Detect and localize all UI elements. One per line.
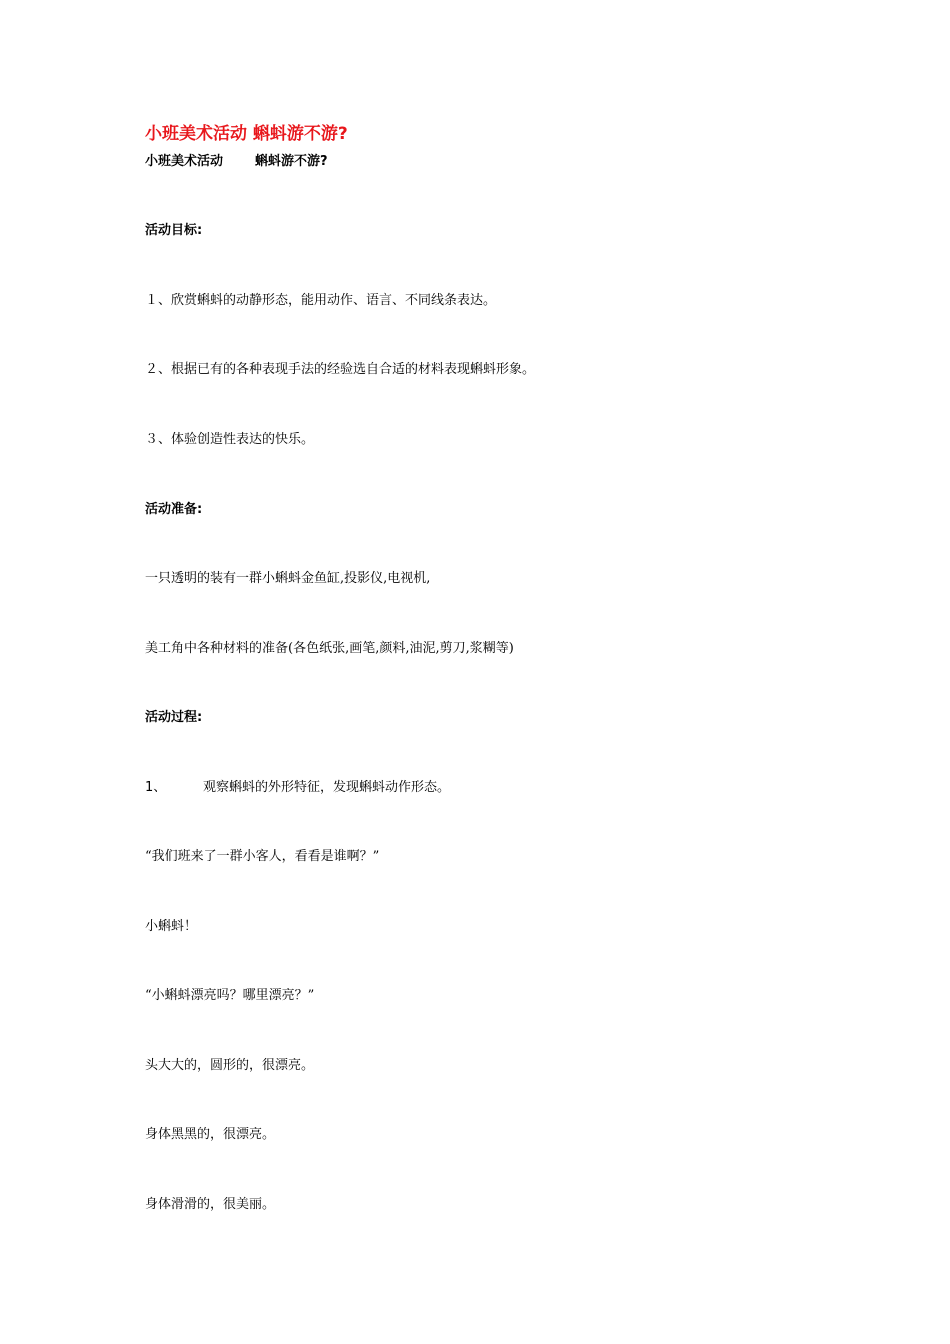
goals-heading: 活动目标: [145,223,203,238]
prep-heading: 活动准备: [145,502,203,517]
goal-item-2: ２、根据已有的各种表现手法的经验选自合适的材料表现蝌蚪形象。 [145,362,536,377]
dialogue-line-4: 头大大的，圆形的，很漂亮。 [145,1058,315,1073]
process-heading: 活动过程: [145,710,203,725]
goal-item-1: １、欣赏蝌蚪的动静形态，能用动作、语言、不同线条表达。 [145,293,497,308]
step-number: 1、 [145,780,167,795]
process-step-1 [145,781,450,794]
dialogue-line-3: “小蝌蚪漂亮吗？哪里漂亮？” [145,988,315,1003]
subtitle-activity: 小班美术活动 [145,154,224,169]
prep-item-1: 一只透明的装有一群小蝌蚪金鱼缸,投影仪,电视机, [145,571,431,586]
prep-item-2: 美工角中各种材料的准备(各色纸张,画笔,颜料,油泥,剪刀,浆糊等) [145,641,514,656]
goal-item-3: ３、体验创造性表达的快乐。 [145,432,315,447]
document-title: 小班美术活动 蝌蚪游不游? [145,124,348,144]
dialogue-line-1: “我们班来了一群小客人，看看是谁啊？” [145,849,380,864]
document-subtitle [145,155,328,168]
step-text: 观察蝌蚪的外形特征，发现蝌蚪动作形态。 [203,780,451,795]
subtitle-topic: 蝌蚪游不游? [255,154,328,169]
dialogue-line-2: 小蝌蚪！ [145,919,198,934]
dialogue-line-6: 身体滑滑的，很美丽。 [145,1197,276,1212]
dialogue-line-5: 身体黑黑的，很漂亮。 [145,1127,276,1142]
